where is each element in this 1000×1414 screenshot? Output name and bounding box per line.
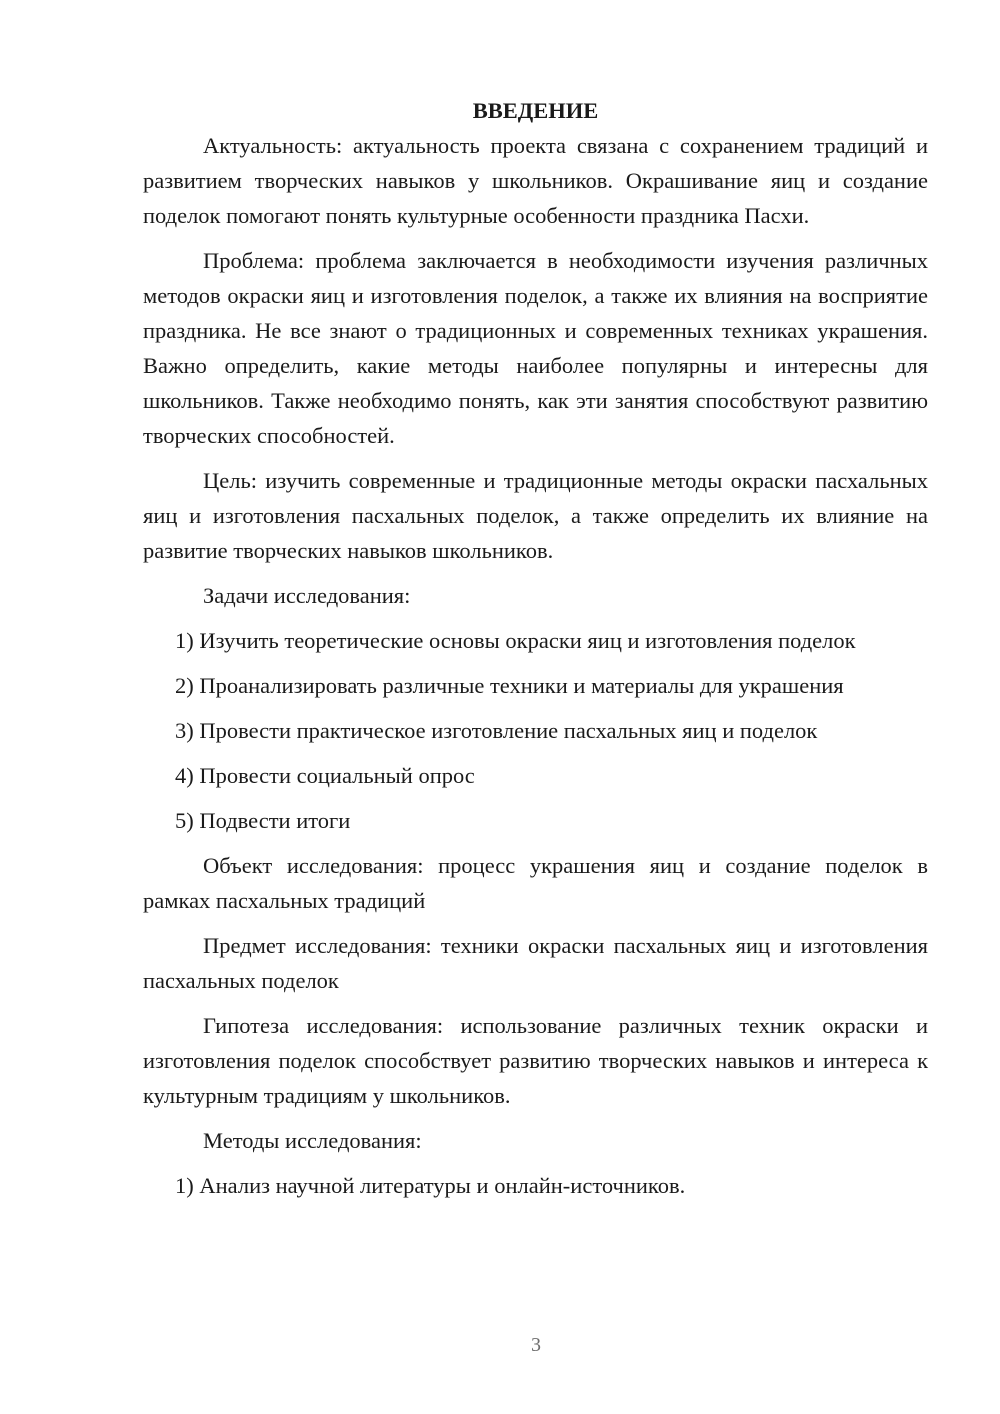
hypothesis-paragraph: Гипотеза исследования: использование различных техник окраски и изготовления поделок способствует развитию творческих навыков и интереса к культурным традициям у школьников. (143, 1013, 928, 1108)
relevance-paragraph: Актуальность: актуальность проекта связана с сохранением традиций и развитием творческих навыков у школьников. Окрашивание яиц и создание поделок помогают понять культурные особенности праздника Пасхи. (143, 133, 928, 228)
methods-heading: Методы исследования: (203, 1128, 422, 1153)
subject-paragraph: Предмет исследования: техники окраски пасхальных яиц и изготовления пасхальных поделок (143, 933, 928, 993)
task-item: 1) Изучить теоретические основы окраски яиц и изготовления поделок (175, 628, 856, 653)
tasks-heading: Задачи исследования: (203, 583, 411, 608)
page-number: 3 (531, 1334, 541, 1356)
page-title: ВВЕДЕНИЕ (472, 98, 599, 123)
task-item: 3) Провести практическое изготовление пасхальных яиц и поделок (175, 718, 818, 743)
task-item: 2) Проанализировать различные техники и материалы для украшения (175, 673, 844, 698)
object-paragraph: Объект исследования: процесс украшения яиц и создание поделок в рамках пасхальных традиций (143, 853, 928, 913)
method-item: 1) Анализ научной литературы и онлайн-источников. (175, 1173, 686, 1198)
goal-paragraph: Цель: изучить современные и традиционные методы окраски пасхальных яиц и изготовления пасхальных поделок, а также определить их влияние на развитие творческих навыков школьников. (143, 468, 928, 563)
task-item: 4) Провести социальный опрос (175, 763, 475, 788)
problem-paragraph: Проблема: проблема заключается в необходимости изучения различных методов окраски яиц и изготовления поделок, а также их влияния на восприятие праздника. Не все знают о традиционных и современных техниках украшения. Важно определить, какие методы наиболее популярны и интересны для школьников. Также необходимо понять, как эти занятия способствуют развитию творческих способностей. (143, 248, 928, 448)
task-item: 5) Подвести итоги (175, 808, 351, 833)
page-content (143, 93, 928, 1203)
